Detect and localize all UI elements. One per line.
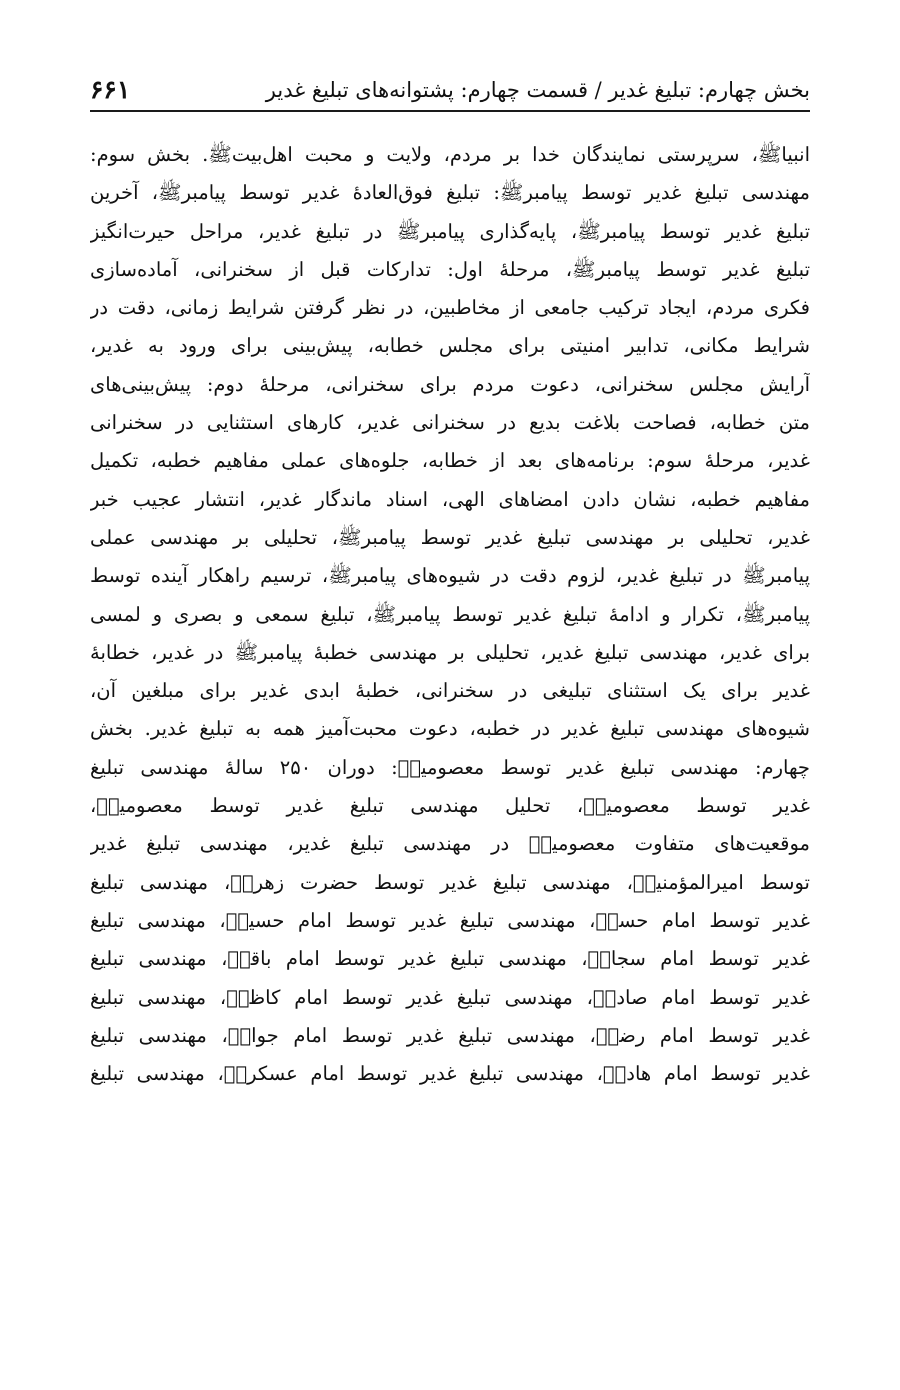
- text-line: انبیاﷺ، سرپرستی نمایندگان خدا بر مردم، ولایت و محبت اهل‌بیتﷺ. بخش سوم:: [90, 143, 810, 166]
- running-header: [90, 58, 810, 112]
- text-line: موقعیت‌های متفاوت معصومینؑ در مهندسی تبلیغ غدیر، مهندسی تبلیغ غدیر: [90, 832, 810, 856]
- text-line: شیوه‌های مهندسی تبلیغ غدیر در خطبه، دعوت محبت‌آمیز همه به تبلیغ غدیر. بخش: [90, 717, 810, 741]
- text-line: مفاهیم خطبه، نشان دادن امضاهای الهی، اسناد ماندگار غدیر، انتشار عجیب خبر: [90, 487, 810, 511]
- text-line: غدیر توسط معصومینؑ، تحلیل مهندسی تبلیغ غدیر توسط معصومینؑ،: [90, 794, 810, 818]
- book-page: [90, 58, 810, 1093]
- body-text: [90, 136, 810, 1093]
- text-line: پیامبرﷺ، تکرار و ادامۀ تبلیغ غدیر توسط پیامبرﷺ، تبلیغ سمعی و بصری و لمسی: [90, 602, 810, 626]
- text-line: تبلیغ غدیر توسط پیامبرﷺ، مرحلۀ اول: تدارکات قبل از سخنرانی، آماده‌سازی: [90, 257, 810, 281]
- text-line: غدیر، مرحلۀ سوم: برنامه‌های بعد از خطابه، جلوه‌های عملی مفاهیم خطبه، تکمیل: [90, 449, 810, 473]
- text-line: غدیر توسط امام هادیؑ، مهندسی تبلیغ غدیر توسط امام عسکریؑ، مهندسی تبلیغ: [90, 1062, 810, 1086]
- text-line: مهندسی تبلیغ غدیر توسط پیامبرﷺ: تبلیغ فوق‌العادۀ غدیر توسط پیامبرﷺ، آخرین: [90, 181, 810, 205]
- text-line: توسط امیرالمؤمنینؑ، مهندسی تبلیغ غدیر توسط حضرت زهراؑ، مهندسی تبلیغ: [90, 870, 810, 894]
- text-line: غدیر توسط امام حسنؑ، مهندسی تبلیغ غدیر توسط امام حسینؑ، مهندسی تبلیغ: [90, 908, 810, 932]
- text-line: غدیر توسط امام سجادؑ، مهندسی تبلیغ غدیر توسط امام باقرؑ، مهندسی تبلیغ: [90, 947, 810, 971]
- text-line: برای غدیر، مهندسی تبلیغ غدیر، تحلیلی بر مهندسی خطبۀ پیامبرﷺ در غدیر، خطابۀ: [90, 640, 810, 664]
- text-line: شرایط مکانی، تدابیر امنیتی برای مجلس خطابه، پیش‌بینی برای ورود به غدیر،: [90, 334, 810, 358]
- text-line: متن خطابه، فصاحت بلاغت بدیع در سخنرانی غدیر، کارهای استثنایی در سخنرانی: [90, 411, 810, 435]
- running-header-title: بخش چهارم: تبلیغ غدیر / قسمت چهارم: پشتوانه‌های تبلیغ غدیر: [265, 78, 810, 102]
- text-line: فکری مردم، ایجاد ترکیب جامعی از مخاطبین، در نظر گرفتن شرایط زمانی، دقت در: [90, 296, 810, 320]
- text-line: آرایش مجلس سخنرانی، دعوت مردم برای سخنرانی، مرحلۀ دوم: پیش‌بینی‌های: [90, 372, 810, 396]
- text-line: غدیر توسط امام صادقؑ، مهندسی تبلیغ غدیر توسط امام کاظمؑ، مهندسی تبلیغ: [90, 985, 810, 1009]
- text-line: غدیر برای یک استثنای تبلیغی در سخنرانی، خطبۀ ابدی غدیر برای مبلغین آن،: [90, 679, 810, 703]
- text-line: پیامبرﷺ در تبلیغ غدیر، لزوم دقت در شیوه‌های پیامبرﷺ، ترسیم راهکار آینده توسط: [90, 564, 810, 588]
- text-line: چهارم: مهندسی تبلیغ غدیر توسط معصومینؑ: دوران ۲۵۰ سالۀ مهندسی تبلیغ: [90, 755, 810, 779]
- text-line: غدیر توسط امام رضاؑ، مهندسی تبلیغ غدیر توسط امام جوادؑ، مهندسی تبلیغ: [90, 1023, 810, 1047]
- page-number: ۶۶۱: [90, 75, 131, 104]
- text-line: تبلیغ غدیر توسط پیامبرﷺ، پایه‌گذاری پیامبرﷺ در تبلیغ غدیر، مراحل حیرت‌انگیز: [90, 219, 810, 243]
- text-line: غدیر، تحلیلی بر مهندسی تبلیغ غدیر توسط پیامبرﷺ، تحلیلی بر مهندسی عملی: [90, 525, 810, 549]
